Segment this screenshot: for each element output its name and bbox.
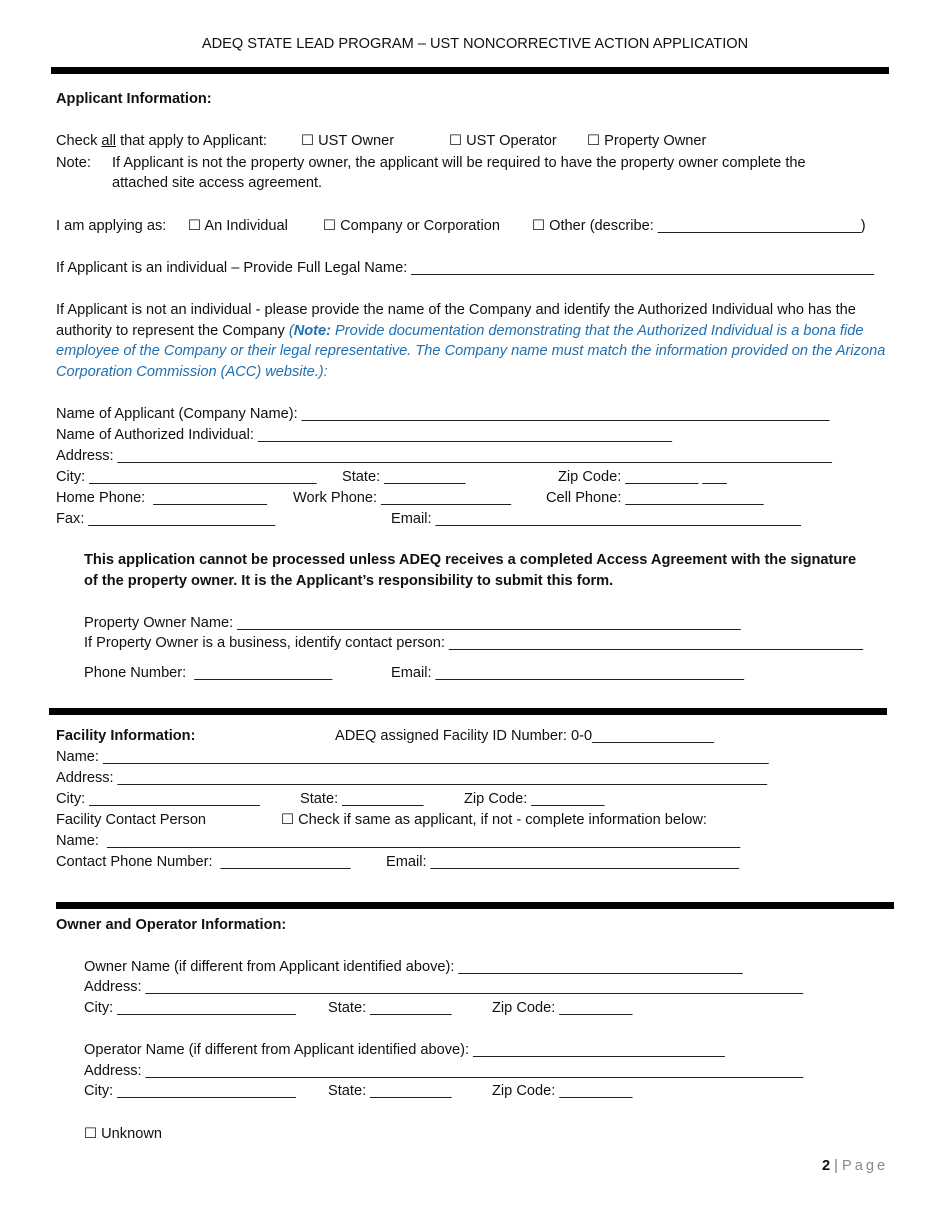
owner-name-field[interactable]: Owner Name (if different from Applicant identified above): ___________________________________ bbox=[84, 959, 743, 975]
owner-operator-heading: Owner and Operator Information: bbox=[56, 917, 287, 933]
property-owner-name-field[interactable]: Property Owner Name: ______________________________________________________________ bbox=[84, 615, 741, 631]
applicant-state-field[interactable]: State: __________ bbox=[342, 469, 466, 485]
operator-state-field[interactable]: State: __________ bbox=[328, 1083, 452, 1099]
operator-name-field[interactable]: Operator Name (if different from Applicant identified above): _______________________________ bbox=[84, 1042, 725, 1058]
operator-zip-field[interactable]: Zip Code: _________ bbox=[492, 1083, 633, 1099]
authorized-individual-field[interactable]: Name of Authorized Individual: ___________________________________________________ bbox=[56, 427, 672, 443]
applicant-address-field[interactable]: Address: ________________________________________________________________________________________ bbox=[56, 448, 832, 464]
facility-state-field[interactable]: State: __________ bbox=[300, 791, 424, 807]
owner-email-field[interactable]: Email: ______________________________________ bbox=[391, 665, 745, 681]
applicant-city-field[interactable]: City: ____________________________ bbox=[56, 469, 317, 485]
applicant-heading: Applicant Information: bbox=[56, 91, 212, 107]
page-footer: 2 | Page bbox=[822, 1158, 889, 1174]
business-contact-field[interactable]: If Property Owner is a business, identify contact person: ___________________________________________________ bbox=[84, 635, 863, 651]
operator-city-field[interactable]: City: ______________________ bbox=[84, 1083, 296, 1099]
cell-phone-field[interactable]: Cell Phone: _________________ bbox=[546, 490, 764, 506]
owner-zip-field[interactable]: Zip Code: _________ bbox=[492, 1000, 633, 1016]
ust-owner-checkbox[interactable]: ☐ UST Owner bbox=[301, 133, 395, 149]
owner-state-field[interactable]: State: __________ bbox=[328, 1000, 452, 1016]
company-instructions: If Applicant is not an individual - please provide the name of the Company and identify the Authorized Individual who has the authority to represent the Company (Note: Provide documentation demonstrating that the Authorized Individual is a bona fide employee of the Company or their legal representative. The Company name must match the information provided on the Arizona Corporation Commission (ACC) website.): bbox=[56, 302, 886, 380]
note-label: Note: bbox=[56, 155, 91, 171]
company-checkbox[interactable]: ☐ Company or Corporation bbox=[323, 218, 500, 234]
access-warning-line-1: This application cannot be processed unless ADEQ receives a completed Access Agreement with the signature bbox=[84, 552, 857, 568]
header-rule bbox=[51, 67, 889, 74]
other-checkbox[interactable]: ☐ Other (describe: _________________________) bbox=[532, 218, 866, 234]
facility-city-field[interactable]: City: _____________________ bbox=[56, 791, 260, 807]
operator-address-field[interactable]: Address: _________________________________________________________________________________ bbox=[84, 1063, 804, 1079]
applicant-email-field[interactable]: Email: _____________________________________________ bbox=[391, 511, 801, 527]
company-name-field[interactable]: Name of Applicant (Company Name): _________________________________________________________________ bbox=[56, 406, 830, 422]
fax-field[interactable]: Fax: _______________________ bbox=[56, 511, 276, 527]
facility-heading: Facility Information: bbox=[56, 728, 196, 744]
same-as-applicant-checkbox[interactable]: ☐ Check if same as applicant, if not - complete information below: bbox=[281, 812, 707, 828]
note-line-1: If Applicant is not the property owner, the applicant will be required to have the property owner complete the bbox=[112, 155, 806, 171]
individual-checkbox[interactable]: ☐ An Individual bbox=[188, 218, 288, 234]
facility-name-field[interactable]: Name: __________________________________________________________________________________ bbox=[56, 749, 769, 765]
ust-operator-checkbox[interactable]: ☐ UST Operator bbox=[449, 133, 557, 149]
section-rule-owner bbox=[56, 902, 894, 909]
page-header-title: ADEQ STATE LEAD PROGRAM – UST NONCORRECTIVE ACTION APPLICATION bbox=[201, 36, 749, 52]
home-phone-field[interactable]: Home Phone: ______________ bbox=[56, 490, 267, 506]
access-warning-line-2: of the property owner. It is the Applicant’s responsibility to submit this form. bbox=[84, 573, 614, 589]
facility-contact-name-field[interactable]: Name: ______________________________________________________________________________ bbox=[56, 833, 741, 849]
full-legal-name-field[interactable]: If Applicant is an individual – Provide Full Legal Name: _________________________________________________________ bbox=[56, 260, 874, 276]
section-rule-facility bbox=[49, 708, 887, 715]
owner-address-field[interactable]: Address: _________________________________________________________________________________ bbox=[84, 979, 804, 995]
property-owner-checkbox[interactable]: ☐ Property Owner bbox=[587, 133, 707, 149]
unknown-checkbox[interactable]: ☐ Unknown bbox=[84, 1126, 162, 1142]
facility-contact-email-field[interactable]: Email: ______________________________________ bbox=[386, 854, 740, 870]
facility-zip-field[interactable]: Zip Code: _________ bbox=[464, 791, 605, 807]
note-line-2: attached site access agreement. bbox=[112, 175, 323, 191]
facility-contact-phone-field[interactable]: Contact Phone Number: ________________ bbox=[56, 854, 351, 870]
facility-contact-label: Facility Contact Person bbox=[56, 812, 207, 828]
facility-id-field[interactable]: ADEQ assigned Facility ID Number: 0-0_______________ bbox=[335, 728, 714, 744]
owner-phone-field[interactable]: Phone Number: _________________ bbox=[84, 665, 333, 681]
applicant-zip-field[interactable]: Zip Code: _________ ___ bbox=[558, 469, 727, 485]
check-all-label: Check all that apply to Applicant: bbox=[56, 133, 267, 149]
facility-address-field[interactable]: Address: ________________________________________________________________________________ bbox=[56, 770, 767, 786]
owner-city-field[interactable]: City: ______________________ bbox=[84, 1000, 296, 1016]
applying-as-label: I am applying as: bbox=[56, 218, 167, 234]
work-phone-field[interactable]: Work Phone: ________________ bbox=[293, 490, 512, 506]
